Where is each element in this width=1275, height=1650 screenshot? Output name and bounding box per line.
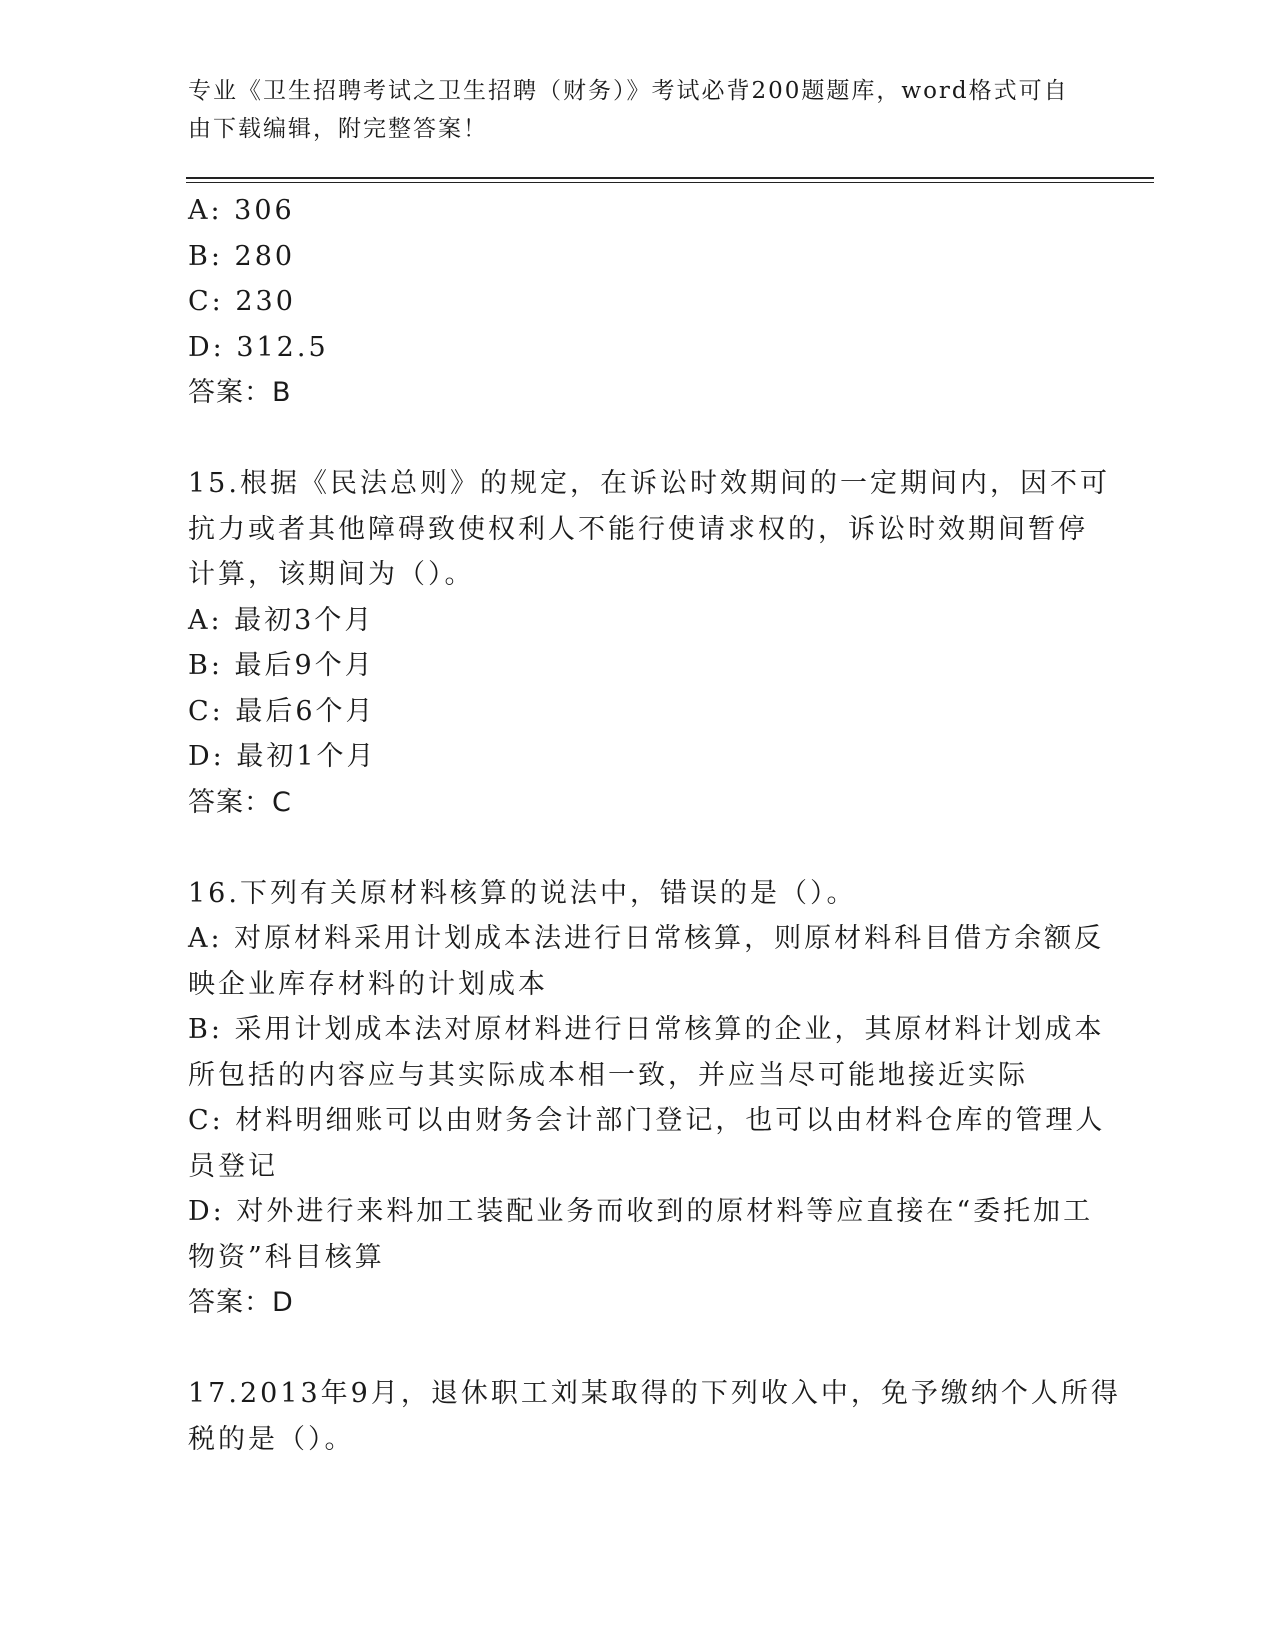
option-b: B: 最后9个月 bbox=[188, 650, 375, 681]
option-a-cont: 映企业库存材料的计划成本 bbox=[188, 968, 548, 1000]
header-divider-thin bbox=[186, 182, 1154, 183]
option-c: C: 材料明细账可以由财务会计部门登记，也可以由材料仓库的管理人 bbox=[188, 1105, 1106, 1136]
answer-line: 答案：C bbox=[188, 786, 292, 818]
option-d: D: 对外进行来料加工装配业务而收到的原材料等应直接在“委托加工 bbox=[188, 1196, 1094, 1227]
option-d: D: 312.5 bbox=[188, 331, 329, 363]
question-14-options bbox=[188, 188, 1088, 416]
question-15 bbox=[188, 461, 1110, 825]
question-17 bbox=[188, 1371, 1121, 1462]
option-a: A: 306 bbox=[188, 195, 295, 226]
spacer bbox=[188, 1326, 1088, 1372]
document-header bbox=[188, 72, 1068, 148]
question-stem: 15.根据《民法总则》的规定，在诉讼时效期间的一定期间内，因不可 bbox=[188, 468, 1110, 499]
answer-line: 答案：D bbox=[188, 1287, 294, 1318]
header-line-1: 专业《卫生招聘考试之卫生招聘（财务）》考试必背200题题库，word格式可自 bbox=[188, 78, 1069, 104]
option-d-cont: 物资”科目核算 bbox=[188, 1241, 385, 1273]
question-stem: 计算，该期间为（）。 bbox=[188, 559, 475, 590]
option-c: C: 230 bbox=[188, 286, 296, 317]
question-16 bbox=[188, 871, 1106, 1326]
option-d: D: 最初1个月 bbox=[188, 741, 377, 772]
question-stem: 16.下列有关原材料核算的说法中，错误的是（）。 bbox=[188, 877, 857, 909]
question-stem: 17.2013年9月，退休职工刘某取得的下列收入中，免予缴纳个人所得 bbox=[188, 1378, 1121, 1409]
option-b: B: 采用计划成本法对原材料进行日常核算的企业，其原材料计划成本 bbox=[188, 1014, 1105, 1045]
header-divider-thick bbox=[186, 177, 1154, 179]
answer-line: 答案：B bbox=[188, 377, 292, 408]
option-c-cont: 员登记 bbox=[188, 1150, 278, 1182]
spacer bbox=[188, 825, 1088, 871]
header-line-2: 由下载编辑，附完整答案！ bbox=[188, 116, 488, 142]
option-a: A: 最初3个月 bbox=[188, 604, 375, 636]
option-b-cont: 所包括的内容应与其实际成本相一致，并应当尽可能地接近实际 bbox=[188, 1059, 1028, 1091]
option-a: A: 对原材料采用计划成本法进行日常核算，则原材料科目借方余额反 bbox=[188, 923, 1105, 954]
document-body bbox=[188, 188, 1121, 1462]
spacer bbox=[188, 416, 1088, 462]
question-stem: 抗力或者其他障碍致使权利人不能行使请求权的，诉讼时效期间暂停 bbox=[188, 513, 1088, 545]
question-stem: 税的是（）。 bbox=[188, 1423, 355, 1455]
option-b: B: 280 bbox=[188, 240, 296, 272]
option-c: C: 最后6个月 bbox=[188, 695, 376, 727]
